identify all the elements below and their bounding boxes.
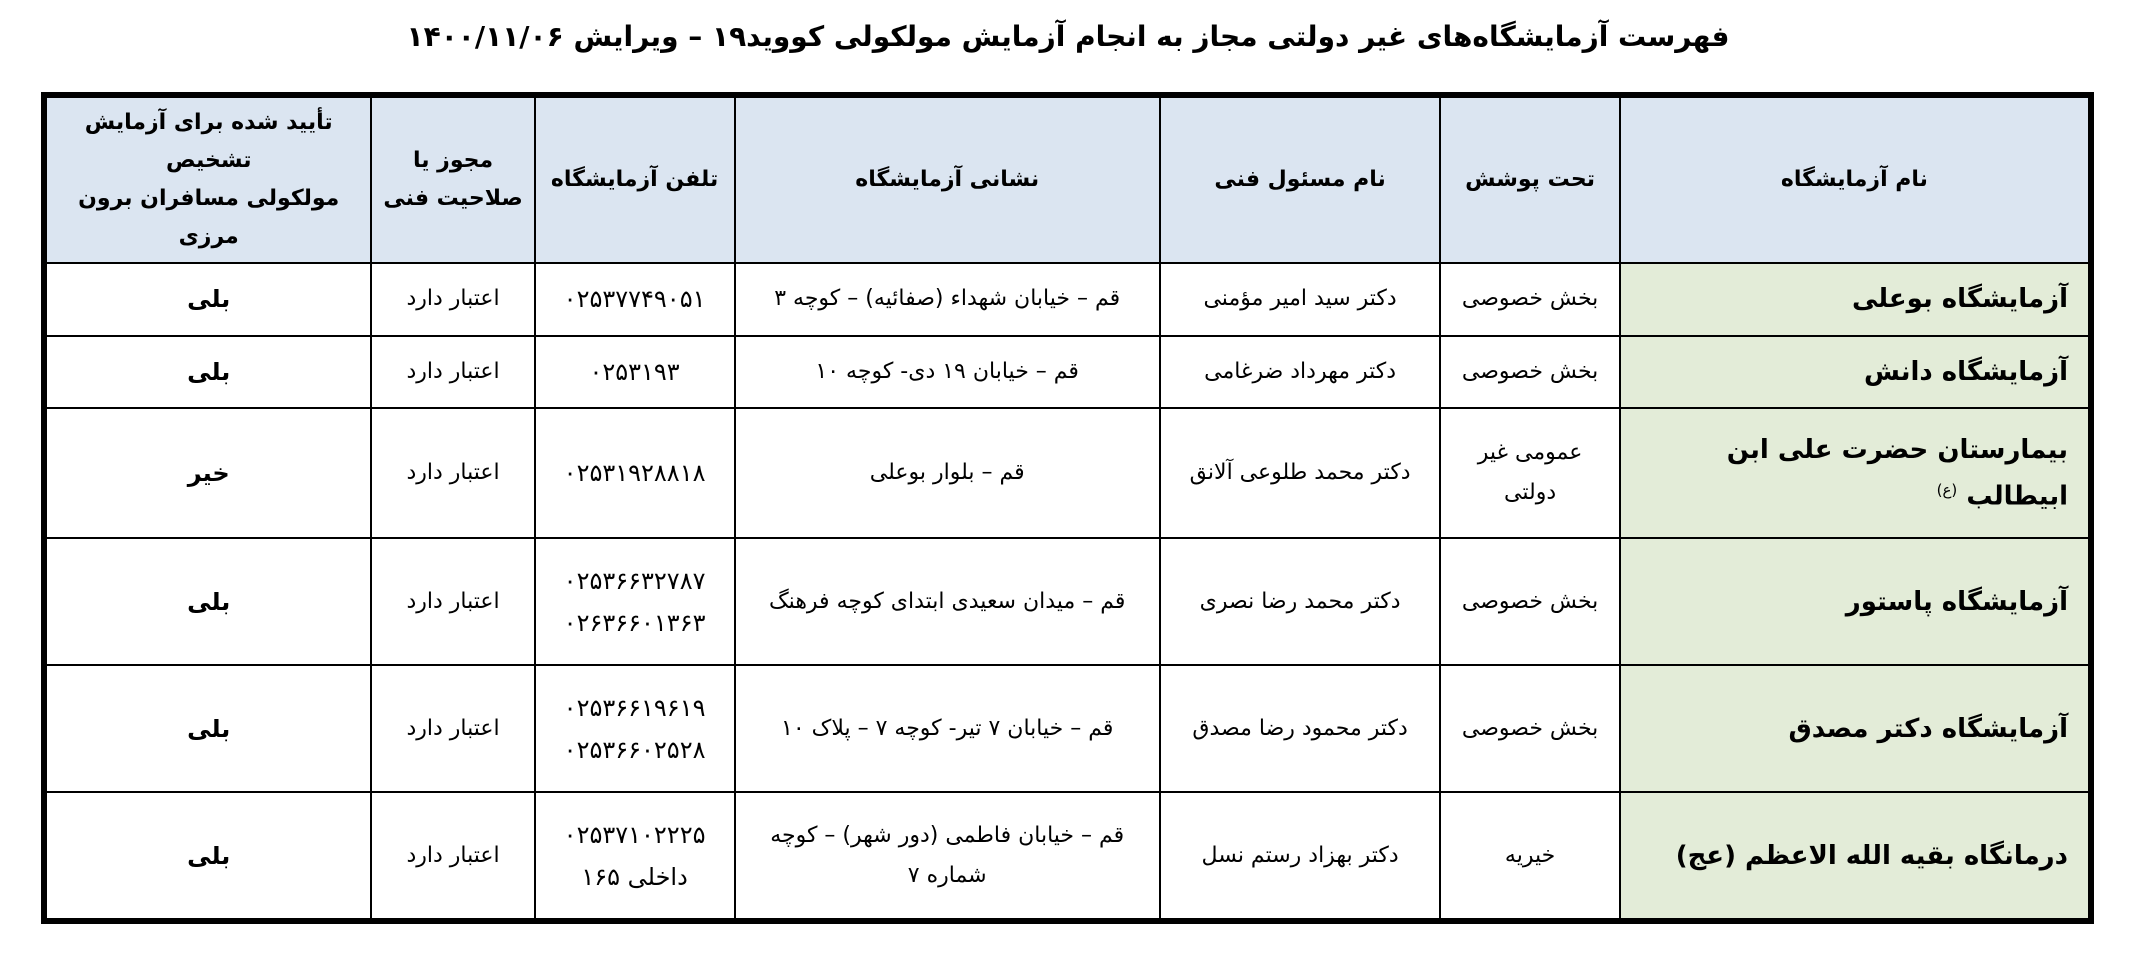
coverage-cell: خیریه (1440, 792, 1620, 919)
header-approved-line-1: تأیید شده برای آزمایش تشخیص (84, 110, 333, 173)
approved-cell: خیر (46, 408, 371, 538)
approved-cell: بلی (46, 665, 371, 792)
header-license-line-2: صلاحیت فنی (383, 186, 523, 211)
table-row (46, 408, 2089, 538)
technical-manager-cell: دکتر محمد طلوعی آلانق (1160, 408, 1440, 538)
approved-cell: بلی (46, 538, 371, 665)
header-license-line-1: مجوز یا (412, 148, 494, 173)
coverage-cell: بخش خصوصی (1440, 336, 1620, 409)
table-row (46, 263, 2089, 336)
license-cell: اعتبار دارد (371, 665, 534, 792)
phone-cell: ۰۲۵۳۱۹۲۸۸۱۸ (535, 408, 735, 538)
phone-cell: ۰۲۵۳۶۶۳۲۷۸۷ ۰۲۶۳۶۶۰۱۳۶۳ (535, 538, 735, 665)
table-row (46, 665, 2089, 792)
header-approved (46, 97, 371, 263)
license-cell: اعتبار دارد (371, 792, 534, 919)
coverage-cell: بخش خصوصی (1440, 665, 1620, 792)
approved-cell: بلی (46, 336, 371, 409)
license-cell: اعتبار دارد (371, 336, 534, 409)
lab-name-cell: بیمارستان حضرت علی ابن ابیطالب $^{(ع)}$ (1620, 408, 2089, 538)
phone-cell: ۰۲۵۳۶۶۱۹۶۱۹ ۰۲۵۳۶۶۰۲۵۲۸ (535, 665, 735, 792)
address-cell: قم – خیابان ۱۹ دی- کوچه ۱۰ (735, 336, 1160, 409)
header-lab-name: نام آزمایشگاه (1620, 97, 2089, 263)
address-cell: قم – میدان سعیدی ابتدای کوچه فرهنگ (735, 538, 1160, 665)
license-cell: اعتبار دارد (371, 408, 534, 538)
table-row (46, 336, 2089, 409)
phone-cell: ۰۲۵۳۷۱۰۲۲۲۵ داخلی ۱۶۵ (535, 792, 735, 919)
address-cell: قم – خیابان ۷ تیر- کوچه ۷ – پلاک ۱۰ (735, 665, 1160, 792)
address-cell: قم – بلوار بوعلی (735, 408, 1160, 538)
license-cell: اعتبار دارد (371, 538, 534, 665)
table-row (46, 538, 2089, 665)
technical-manager-cell: دکتر محمد رضا نصری (1160, 538, 1440, 665)
header-address: نشانی آزمایشگاه (735, 97, 1160, 263)
document-title: فهرست آزمایشگاه‌های غیر دولتی مجاز به انجام آزمایش مولکولی کووید۱۹ – ویرایش ۱۴۰۰/۱۱/۰۶ (406, 20, 1730, 53)
approved-cell: بلی (46, 263, 371, 336)
license-cell: اعتبار دارد (371, 263, 534, 336)
address-cell: قم – خیابان فاطمی (دور شهر) – کوچه شماره ۷ (735, 792, 1160, 919)
technical-manager-cell: دکتر بهزاد رستم نسل (1160, 792, 1440, 919)
phone-cell: ۰۲۵۳۱۹۳ (535, 336, 735, 409)
header-technical-manager: نام مسئول فنی (1160, 97, 1440, 263)
labs-table-container (41, 92, 2094, 924)
coverage-cell: بخش خصوصی (1440, 538, 1620, 665)
technical-manager-cell: دکتر محمود رضا مصدق (1160, 665, 1440, 792)
header-approved-line-2: مولکولی مسافران برون مرزی (78, 186, 340, 249)
phone-cell: ۰۲۵۳۷۷۴۹۰۵۱ (535, 263, 735, 336)
coverage-cell: عمومی غیر دولتی (1440, 408, 1620, 538)
lab-name-cell: آزمایشگاه بوعلی (1620, 263, 2089, 336)
lab-name-cell: آزمایشگاه دکتر مصدق (1620, 665, 2089, 792)
header-phone: تلفن آزمایشگاه (535, 97, 735, 263)
table-row (46, 792, 2089, 919)
approved-cell: بلی (46, 792, 371, 919)
technical-manager-cell: دکتر سید امیر مؤمنی (1160, 263, 1440, 336)
coverage-cell: بخش خصوصی (1440, 263, 1620, 336)
address-cell: قم – خیابان شهداء (صفائیه) – کوچه ۳ (735, 263, 1160, 336)
lab-name-cell: آزمایشگاه پاستور (1620, 538, 2089, 665)
header-license (371, 97, 534, 263)
lab-name-cell: آزمایشگاه دانش (1620, 336, 2089, 409)
labs-table (45, 96, 2090, 920)
table-header-row (46, 97, 2089, 263)
lab-name-cell: درمانگاه بقیه الله الاعظم (عج) (1620, 792, 2089, 919)
header-coverage: تحت پوشش (1440, 97, 1620, 263)
technical-manager-cell: دکتر مهرداد ضرغامی (1160, 336, 1440, 409)
lab-name-superscript: (ع) (1936, 480, 1958, 499)
